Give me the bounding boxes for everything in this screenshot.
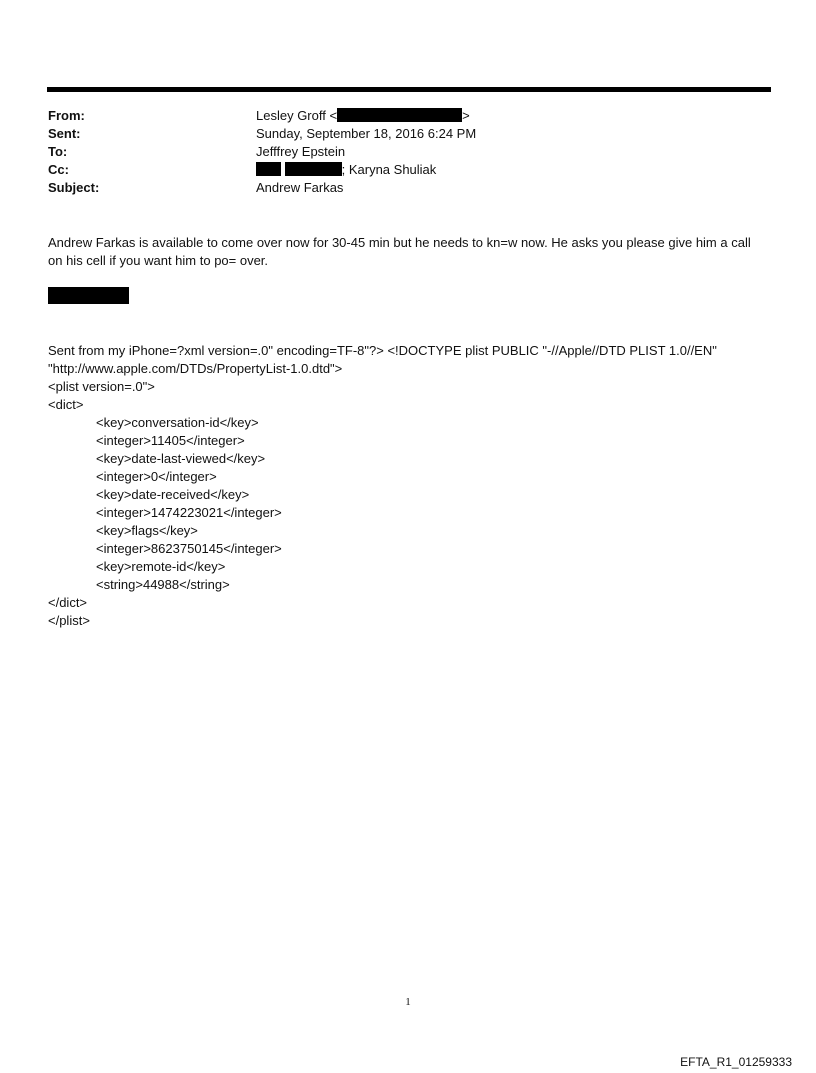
redaction-signature (48, 287, 129, 304)
from-label: From: (48, 108, 85, 123)
plist-entry: <key>date-received</key> (96, 487, 250, 502)
plist-block (48, 342, 768, 630)
message-body: Andrew Farkas is available to come over now for 30-45 min but he needs to kn=w now. He asks you please give him a call on his cell if you want him to po= over. (48, 235, 751, 268)
redaction-cc-2 (285, 162, 342, 176)
plist-entry: <string>44988</string> (96, 577, 230, 592)
from-name: Lesley Groff < (256, 108, 338, 123)
subject-row (48, 179, 748, 197)
from-value (256, 107, 470, 125)
plist-line-1: Sent from my iPhone=?xml version=.0" encoding=TF-8"?> <!DOCTYPE plist PUBLIC "-//Apple//DTD PLIST 1.0//EN" (48, 343, 717, 358)
email-header (48, 107, 748, 197)
redaction-cc-1 (256, 162, 281, 176)
header-rule (47, 87, 771, 92)
sent-label: Sent: (48, 126, 81, 141)
plist-entry: <integer>1474223021</integer> (96, 505, 282, 520)
plist-entry: <key>flags</key> (96, 523, 198, 538)
subject-value: Andrew Farkas (256, 180, 344, 195)
subject-label: Subject: (48, 180, 100, 195)
from-close: > (462, 108, 470, 123)
sent-value: Sunday, September 18, 2016 6:24 PM (256, 126, 477, 141)
page-number: 1 (405, 996, 411, 1008)
dict-open: <dict> (48, 397, 84, 412)
document-id: EFTA_R1_01259333 (680, 1055, 792, 1069)
plist-line-2: "http://www.apple.com/DTDs/PropertyList-1.0.dtd"> (48, 361, 343, 376)
cc-value: ; Karyna Shuliak (341, 162, 437, 177)
to-row (48, 143, 748, 161)
cc-value-wrap (256, 161, 436, 179)
cc-row (48, 161, 748, 179)
plist-entry: <integer>11405</integer> (96, 433, 245, 448)
to-label: To: (48, 144, 68, 159)
plist-entry: <integer>0</integer> (96, 469, 217, 484)
plist-line-3: <plist version=.0"> (48, 379, 155, 394)
from-row (48, 107, 748, 125)
redaction-email (337, 108, 462, 122)
plist-entry: <key>conversation-id</key> (96, 415, 259, 430)
plist-entry: <integer>8623750145</integer> (96, 541, 282, 556)
sent-row (48, 125, 748, 143)
plist-entry: <key>date-last-viewed</key> (96, 451, 266, 466)
cc-label: Cc: (48, 162, 69, 177)
dict-close: </dict> (48, 595, 88, 610)
to-value: Jefffrey Epstein (256, 144, 346, 159)
plist-close: </plist> (48, 613, 90, 628)
plist-entry: <key>remote-id</key> (96, 559, 226, 574)
